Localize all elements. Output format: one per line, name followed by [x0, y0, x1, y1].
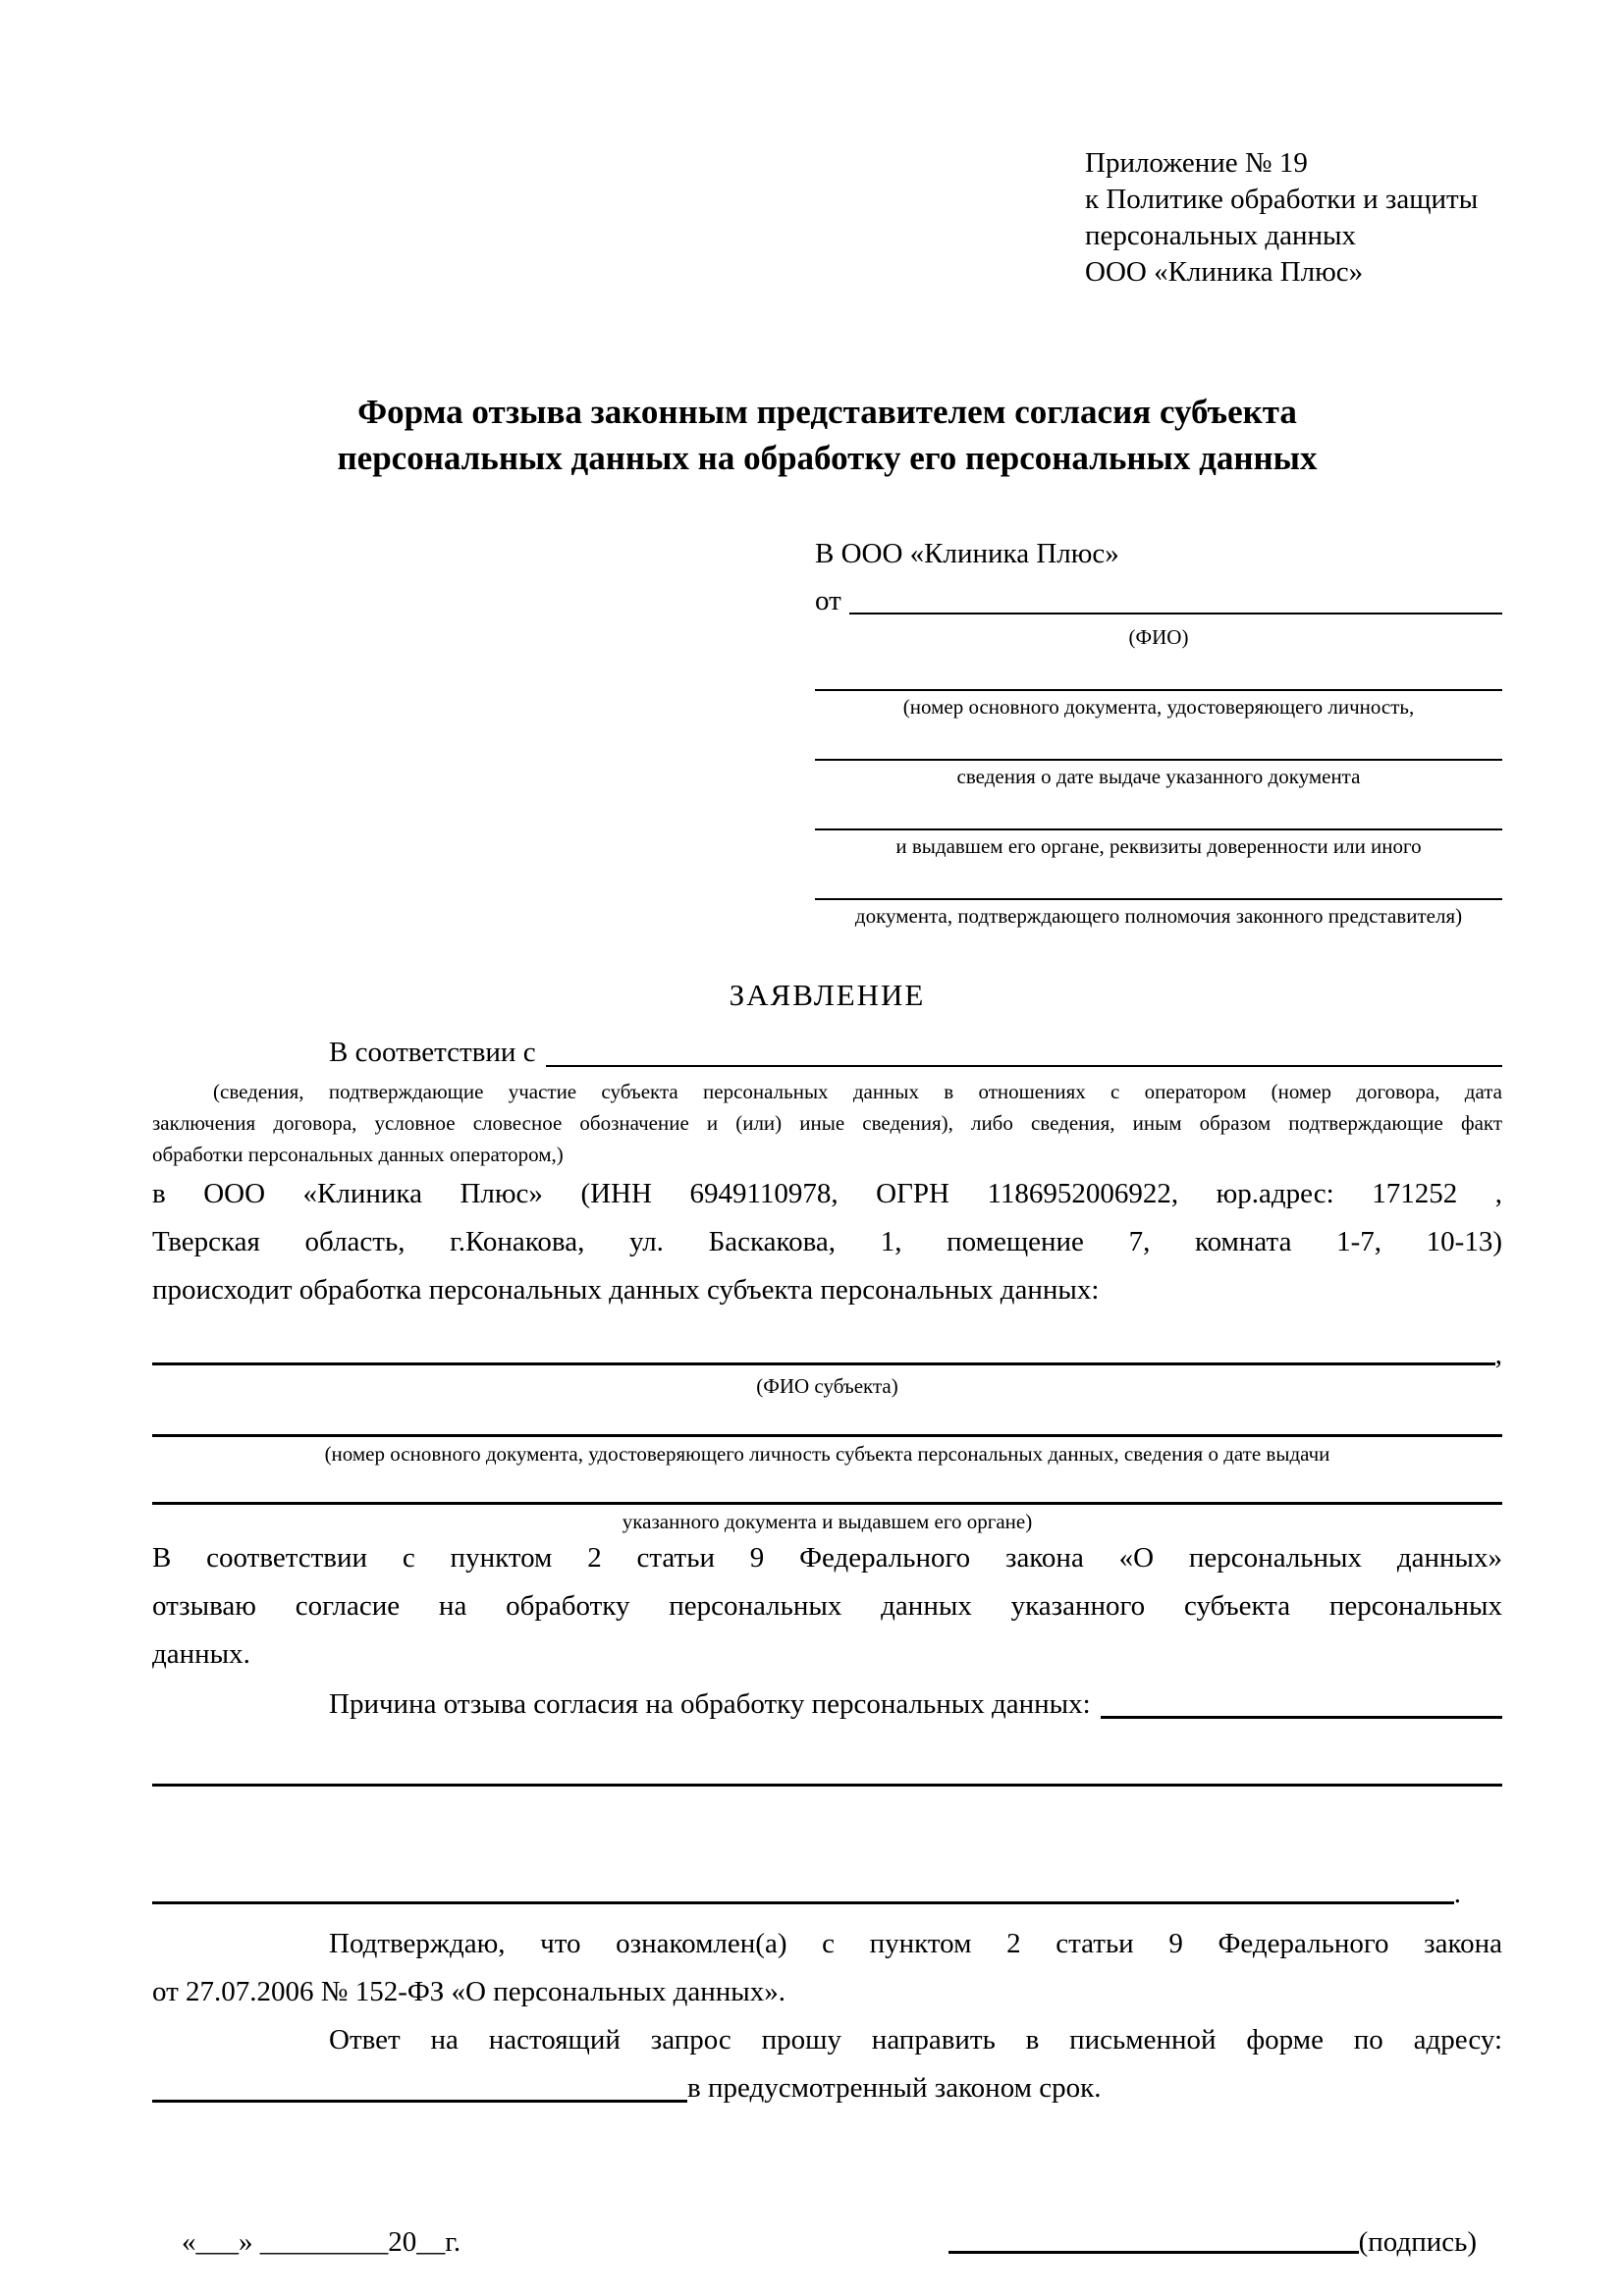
reason-row: [152, 1681, 1502, 1729]
annex-line: к Политике обработки и защиты: [1085, 184, 1479, 215]
document-title-line: Форма отзыва законным представителем согласия субъекта: [357, 393, 1297, 431]
subject-doc-blank[interactable]: [152, 1502, 1502, 1505]
reply-paragraph: [152, 2016, 1502, 2112]
withdrawal-paragraph-line: В соответствии с пунктом 2 статьи 9 Федерального закона «О персональных данных»: [152, 1542, 1502, 1574]
addressee-caption: сведения о дате выдаче указанного документа: [956, 765, 1361, 788]
annex-line: Приложение № 19: [1085, 147, 1308, 179]
operator-paragraph-line: Тверская область, г.Конакова, ул. Баскакова, 1, помещение 7, комната 1-7, 10-13): [152, 1226, 1502, 1257]
basis-note-line: обработки персональных данных оператором,): [152, 1143, 564, 1166]
subject-doc-caption: (номер основного документа, удостоверяющего личность субъекта персональных данных, сведения о дате выдачи: [324, 1442, 1330, 1466]
reason-blank-line[interactable]: [152, 1875, 1454, 1904]
addressee-caption: и выдавшем его органе, реквизиты доверенности или иного: [895, 834, 1422, 858]
addressee-from-row: [815, 577, 1502, 624]
reply-address-blank[interactable]: [152, 2064, 687, 2103]
reason-blank[interactable]: [1101, 1681, 1502, 1719]
fio-caption: (ФИО): [1128, 625, 1189, 649]
addressee-caption: документа, подтверждающего полномочия законного представителя): [854, 904, 1463, 928]
confirm-paragraph-line: от 27.07.2006 № 152-ФЗ «О персональных данных».: [152, 1976, 786, 2007]
basis-note-line: заключения договора, условное словесное обозначение и (или) иные сведения), либо сведения, иным образом подтверждающие факт: [152, 1111, 1502, 1135]
footer-row: [152, 2222, 1502, 2262]
reason-blank-line-row: [152, 1875, 1502, 1912]
date-template[interactable]: «___» _________20__г.: [182, 2226, 461, 2258]
from-label: от: [815, 585, 841, 616]
document-title-line: персональных данных на обработку его персональных данных: [337, 439, 1318, 477]
document-title: [152, 389, 1502, 481]
basis-note-line: (сведения, подтверждающие участие субъекта персональных данных в отношениях с оператором (номер договора, дата: [213, 1080, 1502, 1103]
confirm-paragraph-line: Подтверждаю, что ознакомлен(а) с пунктом 2 статьи 9 Федерального закона: [329, 1928, 1502, 1959]
representative-doc-blank[interactable]: [815, 759, 1502, 761]
accordance-label: В соответствии с: [329, 1037, 536, 1068]
reply-paragraph-line: Ответ на настоящий запрос прошу направить в письменной форме по адресу:: [329, 2024, 1502, 2056]
representative-doc-blank[interactable]: [815, 898, 1502, 900]
reason-blank-line[interactable]: [152, 1784, 1502, 1787]
confirm-paragraph: [152, 1920, 1502, 2016]
annex-line: ООО «Клиника Плюс»: [1085, 256, 1364, 288]
reply-address-row: [152, 2064, 1502, 2112]
statement-heading: ЗАЯВЛЕНИЕ: [729, 978, 926, 1012]
basis-blank[interactable]: [546, 1029, 1502, 1067]
addressee-caption: (номер основного документа, удостоверяющего личность,: [902, 695, 1415, 719]
basis-note: [152, 1076, 1502, 1170]
withdrawal-paragraph-line: отзываю согласие на обработку персональных данных указанного субъекта персональных: [152, 1590, 1502, 1622]
addressee-block: [815, 530, 1502, 929]
operator-paragraph: [152, 1170, 1502, 1314]
accordance-row: [152, 1029, 1502, 1076]
reason-label: Причина отзыва согласия на обработку персональных данных:: [329, 1688, 1091, 1720]
withdrawal-paragraph-line: данных.: [152, 1638, 250, 1670]
subject-fio-row: [152, 1336, 1502, 1373]
signature-blank[interactable]: [948, 2222, 1359, 2254]
subject-fio-blank[interactable]: [152, 1336, 1495, 1365]
operator-paragraph-line: происходит обработка персональных данных субъекта персональных данных:: [152, 1274, 1100, 1306]
subject-doc-caption: указанного документа и выдавшем его органе): [622, 1510, 1033, 1533]
signature-group: [948, 2222, 1477, 2262]
signature-caption: (подпись): [1358, 2226, 1477, 2258]
representative-fio-blank[interactable]: [849, 577, 1502, 614]
annex-block: [1085, 145, 1502, 291]
reason-line-suffix: .: [1453, 1878, 1461, 1909]
subject-fio-caption: (ФИО субъекта): [756, 1374, 898, 1398]
withdrawal-paragraph: [152, 1534, 1502, 1679]
operator-paragraph-line: в ООО «Клиника Плюс» (ИНН 6949110978, ОГРН 1186952006922, юр.адрес: 171252 ,: [152, 1178, 1502, 1209]
representative-doc-blank[interactable]: [815, 689, 1502, 691]
addressee-to: В ООО «Клиника Плюс»: [815, 538, 1119, 569]
annex-line: персональных данных: [1085, 220, 1357, 251]
subject-line-suffix: ,: [1494, 1339, 1502, 1370]
representative-doc-blank[interactable]: [815, 828, 1502, 830]
subject-doc-blank[interactable]: [152, 1434, 1502, 1437]
reply-paragraph-line: в предусмотренный законом срок.: [687, 2072, 1102, 2104]
